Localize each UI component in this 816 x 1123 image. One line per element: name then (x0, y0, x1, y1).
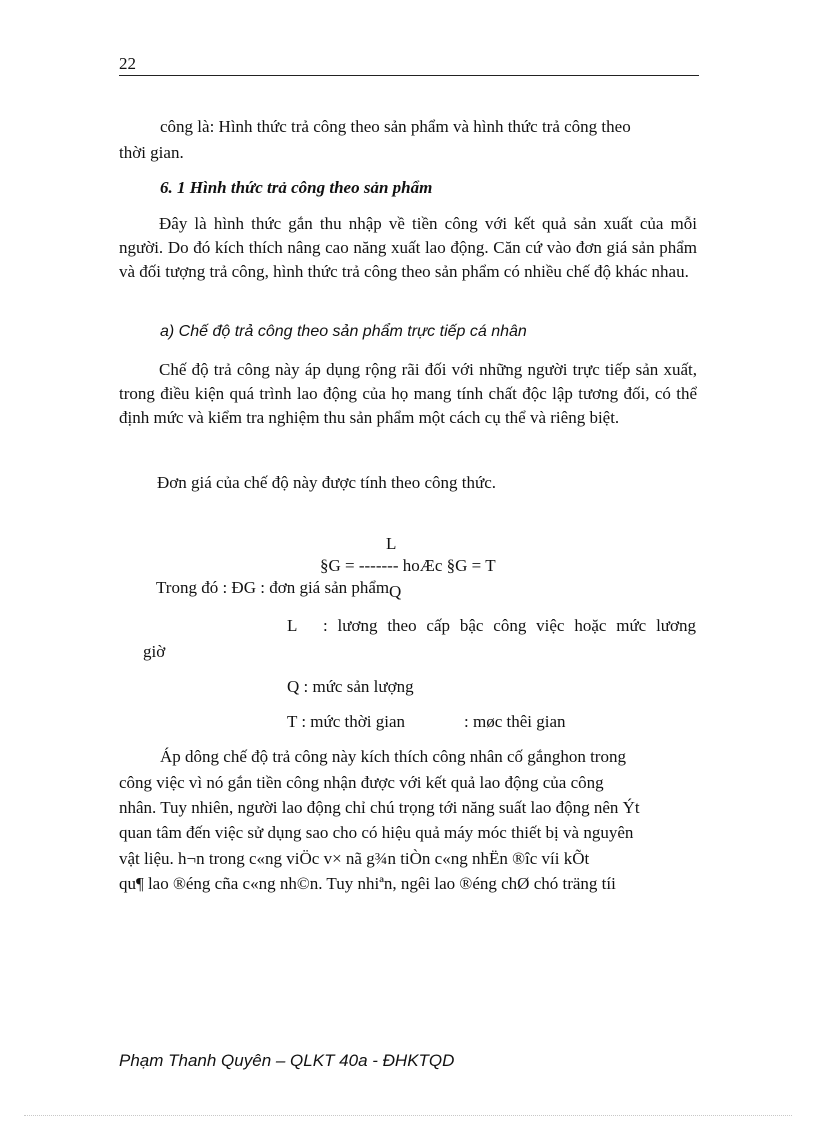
formula-numerator: L (386, 534, 397, 553)
page-number: 22 (119, 54, 136, 73)
intro-line-2: thời gian. (119, 143, 184, 162)
closing-line-2: công việc vì nó gắn tiền công nhận được với kết quả lao động của công (119, 773, 604, 792)
definition-t-line: T : mức thời gian (287, 712, 405, 731)
page-bottom-border (24, 1115, 792, 1116)
section-paragraph-2: Chế độ trả công này áp dụng rộng rãi đối với những người trực tiếp sản xuất, trong điều kiện quá trình lao động của họ mang tính chất độc lập tương đối, có thể định mức và kiểm tra nghiệm thu sản phẩm một cách cụ thể và riêng biệt. (119, 360, 697, 427)
section-heading: 6. 1 Hình thức trả công theo sản phẩm (160, 178, 433, 197)
definition-l-symbol: L (287, 616, 298, 635)
definition-where-line: Trong đó : ĐG : đơn giá sản phẩm (156, 578, 390, 597)
section-paragraph-1: Đây là hình thức gắn thu nhập về tiền công với kết quả sản xuất của mỗi người. Do đó kích thích nâng cao năng xuất lao động. Căn cứ vào đơn giá sản phẩm và đối tượng trả công, hình thức trả công theo sản phẩm có nhiều chế độ khác nhau. (119, 214, 697, 281)
formula-intro: Đơn giá của chế độ này được tính theo công thức. (157, 473, 497, 492)
definition-l-description: : lương theo cấp bậc công việc hoặc mức lương (323, 616, 696, 635)
closing-line-4: quan tâm đến việc sử dụng sao cho có hiệu quả máy móc thiết bị và nguyên (119, 823, 634, 842)
definition-q-line: Q : mức sản lượng (287, 677, 414, 696)
intro-line-1: công là: Hình thức trả công theo sản phẩm và hình thức trả công theo (160, 117, 631, 136)
subsection-heading: a) Chế độ trả công theo sản phẩm trực tiếp cá nhân (160, 323, 527, 340)
definition-l-continuation: giờ (143, 642, 166, 661)
closing-line-6: qu¶ lao ®éng cña c«ng nh©n. Tuy nhiªn, ngêi lao ®éng chØ chó träng tíi (119, 874, 616, 893)
closing-line-1: Áp dông chế độ trả công này kích thích công nhân cố gắnghon trong (160, 747, 626, 766)
closing-line-3: nhân. Tuy nhiên, người lao động chỉ chú trọng tới năng suất lao động nên Ýt (119, 798, 640, 817)
formula-expression: §G = ------- hoÆc §G = T (320, 556, 496, 575)
definition-t-garbled: : møc thêi gian (464, 712, 566, 731)
formula-denominator: Q (389, 582, 402, 601)
closing-line-5: vật liệu. h¬n trong c«ng viÖc v× nã g¾n tiÒn c«ng nhËn ®îc víi kÕt (119, 849, 590, 868)
header-rule (119, 75, 699, 76)
footer-author: Phạm Thanh Quyên – QLKT 40a - ĐHKTQD (119, 1051, 455, 1070)
